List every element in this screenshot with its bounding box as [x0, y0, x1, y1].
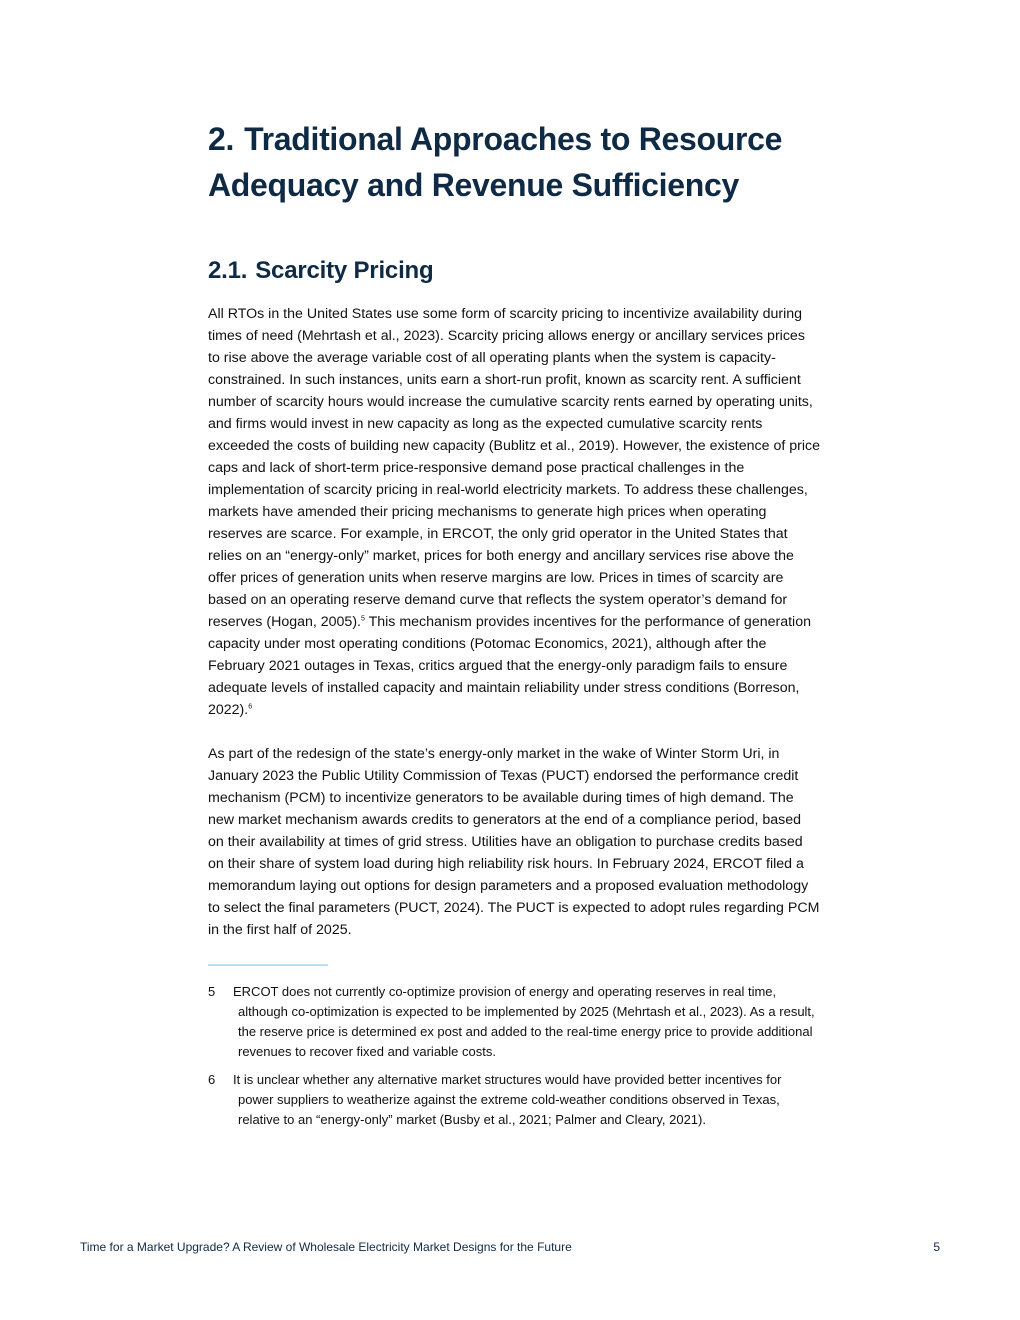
page-footer — [80, 1238, 940, 1256]
page-number: 5 — [933, 1240, 940, 1254]
section-heading — [208, 116, 820, 208]
footnote-5 — [208, 982, 820, 1062]
footnote-number: 5 — [208, 984, 216, 999]
subsection-number: 2.1. — [208, 257, 248, 284]
paragraph-text: All RTOs in the United States use some form of scarcity pricing to incentivize availability during times of need (Mehrtash et al., 2023). Scarcity pricing allows energy or ancillary services prices to rise above the average variable cost of all operating plants when the system is capacity-constrained. In such instances, units earn a short-run profit, known as scarcity rent. A sufficient number of scarcity hours would increase the cumulative scarcity rents earned by operating units, and firms would invest in new capacity as long as the expected cumulative scarcity rents exceeded the costs of building new capacity (Bublitz et al., 2019). However, the existence of price caps and lack of short-term price-responsive demand pose practical challenges in the implementation of scarcity pricing in real-world electricity markets. To address these challenges, markets have amended their pricing mechanisms to generate high prices when operating reserves are scarce. For example, in ERCOT, the only grid operator in the United States that relies on an “energy-only” market, prices for both energy and ancillary services rise above the offer prices of generation units when reserve margins are low. Prices in times of scarcity are based on an operating reserve demand curve that reflects the system operator’s demand for reserves (Hogan, 2005). — [208, 306, 820, 630]
footnote-text: It is unclear whether any alternative market structures would have provided better incentives for power suppliers to weatherize against the extreme cold-weather conditions observed in Texas, relative to an “energy-only” market (Busby et al., 2021; Palmer and Cleary, 2021). — [233, 1072, 782, 1127]
subsection-title: Scarcity Pricing — [255, 257, 434, 284]
footnote-ref-5: 5 — [361, 615, 365, 623]
section-title: Traditional Approaches to Resource Adequacy and Revenue Sufficiency — [208, 121, 783, 203]
main-content — [208, 116, 820, 1130]
footnote-text: ERCOT does not currently co-optimize provision of energy and operating reserves in real time, although co-optimization is expected to be implemented by 2025 (Mehrtash et al., 2023). As a result, the reserve price is determined ex post and added to the real-time energy price to provide additional revenues to recover fixed and variable costs. — [233, 984, 815, 1059]
paragraph-pcm: As part of the redesign of the state’s energy-only market in the wake of Winter Storm Uri, in January 2023 the Public Utility Commission of Texas (PUCT) endorsed the performance credit mechanism (PCM) to incentivize generators to be available during times of high demand. The new market mechanism awards credits to generators at the end of a compliance period, based on their availability at times of grid stress. Utilities have an obligation to purchase credits based on their share of system load during high reliability risk hours. In February 2024, ERCOT filed a memorandum laying out options for design parameters and a proposed evaluation methodology to select the final parameters (PUCT, 2024). The PUCT is expected to adopt rules regarding PCM in the first half of 2025. — [208, 746, 820, 938]
footer-title: Time for a Market Upgrade? A Review of Wholesale Electricity Market Designs for the Future — [80, 1240, 572, 1254]
footnote-divider — [208, 964, 328, 966]
subsection-heading — [208, 255, 820, 287]
footnote-ref-6: 6 — [248, 703, 253, 711]
footnote-6 — [208, 1070, 820, 1130]
section-number: 2. — [208, 121, 235, 157]
paragraph-scarcity-pricing — [208, 303, 820, 721]
footnote-number: 6 — [208, 1072, 216, 1087]
paragraph-text: This mechanism provides incentives for the performance of generation capacity under most operating conditions (Potomac Economics, 2021), although after the February 2021 outages in Texas, critics argued that the energy-only paradigm fails to ensure adequate levels of installed capacity and maintain reliability under stress conditions (Borreson, 2022). — [208, 614, 811, 718]
